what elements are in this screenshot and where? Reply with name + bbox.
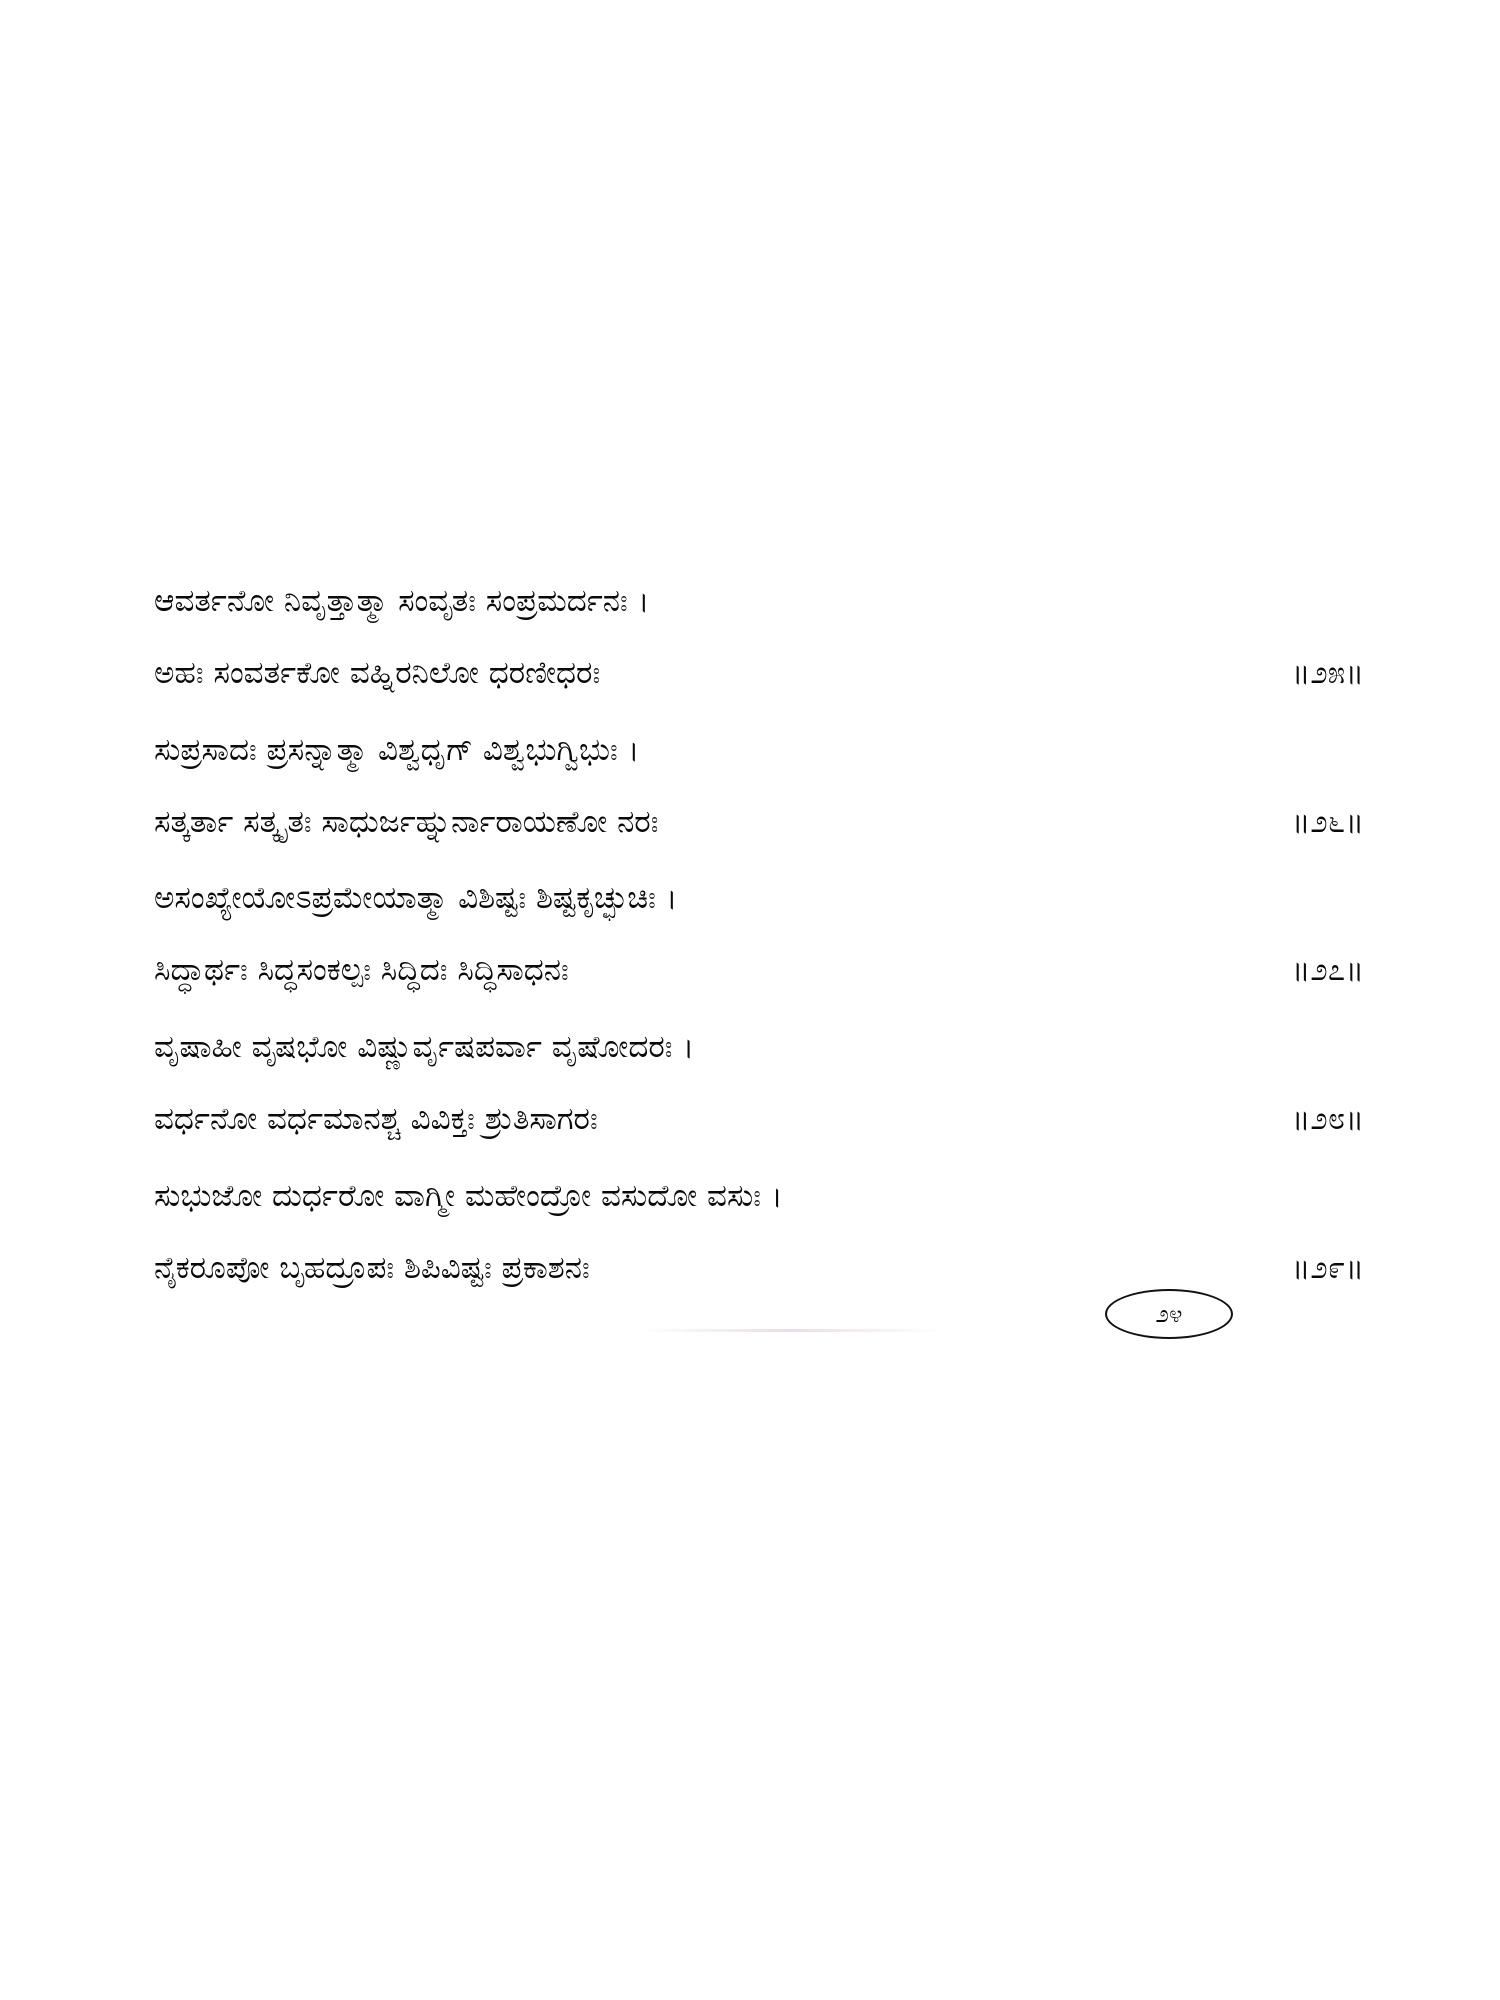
verse-number: ॥೨೬॥ <box>1291 804 1364 840</box>
scan-smudge <box>640 1329 940 1332</box>
verse-number: ॥೨೯॥ <box>1291 1250 1364 1286</box>
verse-line-2 <box>154 940 1364 1000</box>
verse-line-2 <box>154 643 1364 703</box>
verse-line-1 <box>154 868 1364 928</box>
verse-line-1 <box>154 571 1364 631</box>
verse-text: ಅಸಂಖ್ಯೇಯೋಽಪ್ರಮೇಯಾತ್ಮಾ ವಿಶಿಷ್ಟಃ ಶಿಷ್ಟಕೃಚ್ಛುಚಿಃ । <box>154 880 678 916</box>
verse-number: ॥೨೫॥ <box>1291 655 1364 691</box>
verse-28 <box>154 1017 1364 1149</box>
verse-text: ಅಹಃ ಸಂವರ್ತಕೋ ವಹ್ನಿರನಿಲೋ ಧರಣೀಧರಃ <box>154 655 601 691</box>
verse-text: ಸುಪ್ರಸಾದಃ ಪ್ರಸನ್ನಾತ್ಮಾ ವಿಶ್ವಧೃಗ್ ವಿಶ್ವಭುಗ್ವಿಭುಃ । <box>154 732 640 768</box>
verse-line-1 <box>154 1166 1364 1226</box>
verse-text: ಆವರ್ತನೋ ನಿವೃತ್ತಾತ್ಮಾ ಸಂವೃತಃ ಸಂಪ್ರಮರ್ದನಃ । <box>154 583 650 619</box>
verse-25 <box>154 571 1364 703</box>
verse-text: ವರ್ಧನೋ ವರ್ಧಮಾನಶ್ಚ ವಿವಿಕ್ತಃ ಶ್ರುತಿಸಾಗರಃ <box>154 1101 598 1137</box>
verse-line-1 <box>154 720 1364 780</box>
verse-29 <box>154 1166 1364 1298</box>
verse-26 <box>154 720 1364 852</box>
verse-number: ॥೨೮॥ <box>1291 1101 1364 1137</box>
verse-text: ಸುಭುಜೋ ದುರ್ಧರೋ ವಾಗ್ಮೀ ಮಹೇಂದ್ರೋ ವಸುದೋ ವಸುಃ । <box>154 1178 783 1214</box>
verse-text: ಸಿದ್ಧಾರ್ಥಃ ಸಿದ್ಧಸಂಕಲ್ಪಃ ಸಿದ್ಧಿದಃ ಸಿದ್ಧಿಸಾಧನಃ <box>154 952 569 988</box>
page-number-text: ೨೪ <box>1155 1300 1183 1328</box>
verse-27 <box>154 868 1364 1000</box>
page-number <box>1105 1289 1233 1339</box>
verse-line-2 <box>154 1089 1364 1149</box>
verse-text: ವೃಷಾಹೀ ವೃಷಭೋ ವಿಷ್ಣುರ್ವೃಷಪರ್ವಾ ವೃಷೋದರಃ । <box>154 1029 695 1065</box>
verse-line-2 <box>154 792 1364 852</box>
verse-text: ನೈಕರೂಪೋ ಬೃಹದ್ರೂಪಃ ಶಿಪಿವಿಷ್ಟಃ ಪ್ರಕಾಶನಃ <box>154 1250 590 1286</box>
verse-number: ॥೨೭॥ <box>1291 952 1364 988</box>
verse-text: ಸತ್ಕರ್ತಾ ಸತ್ಕೃತಃ ಸಾಧುರ್ಜಹ್ನುರ್ನಾರಾಯಣೋ ನರಃ <box>154 804 659 840</box>
verse-line-1 <box>154 1017 1364 1077</box>
